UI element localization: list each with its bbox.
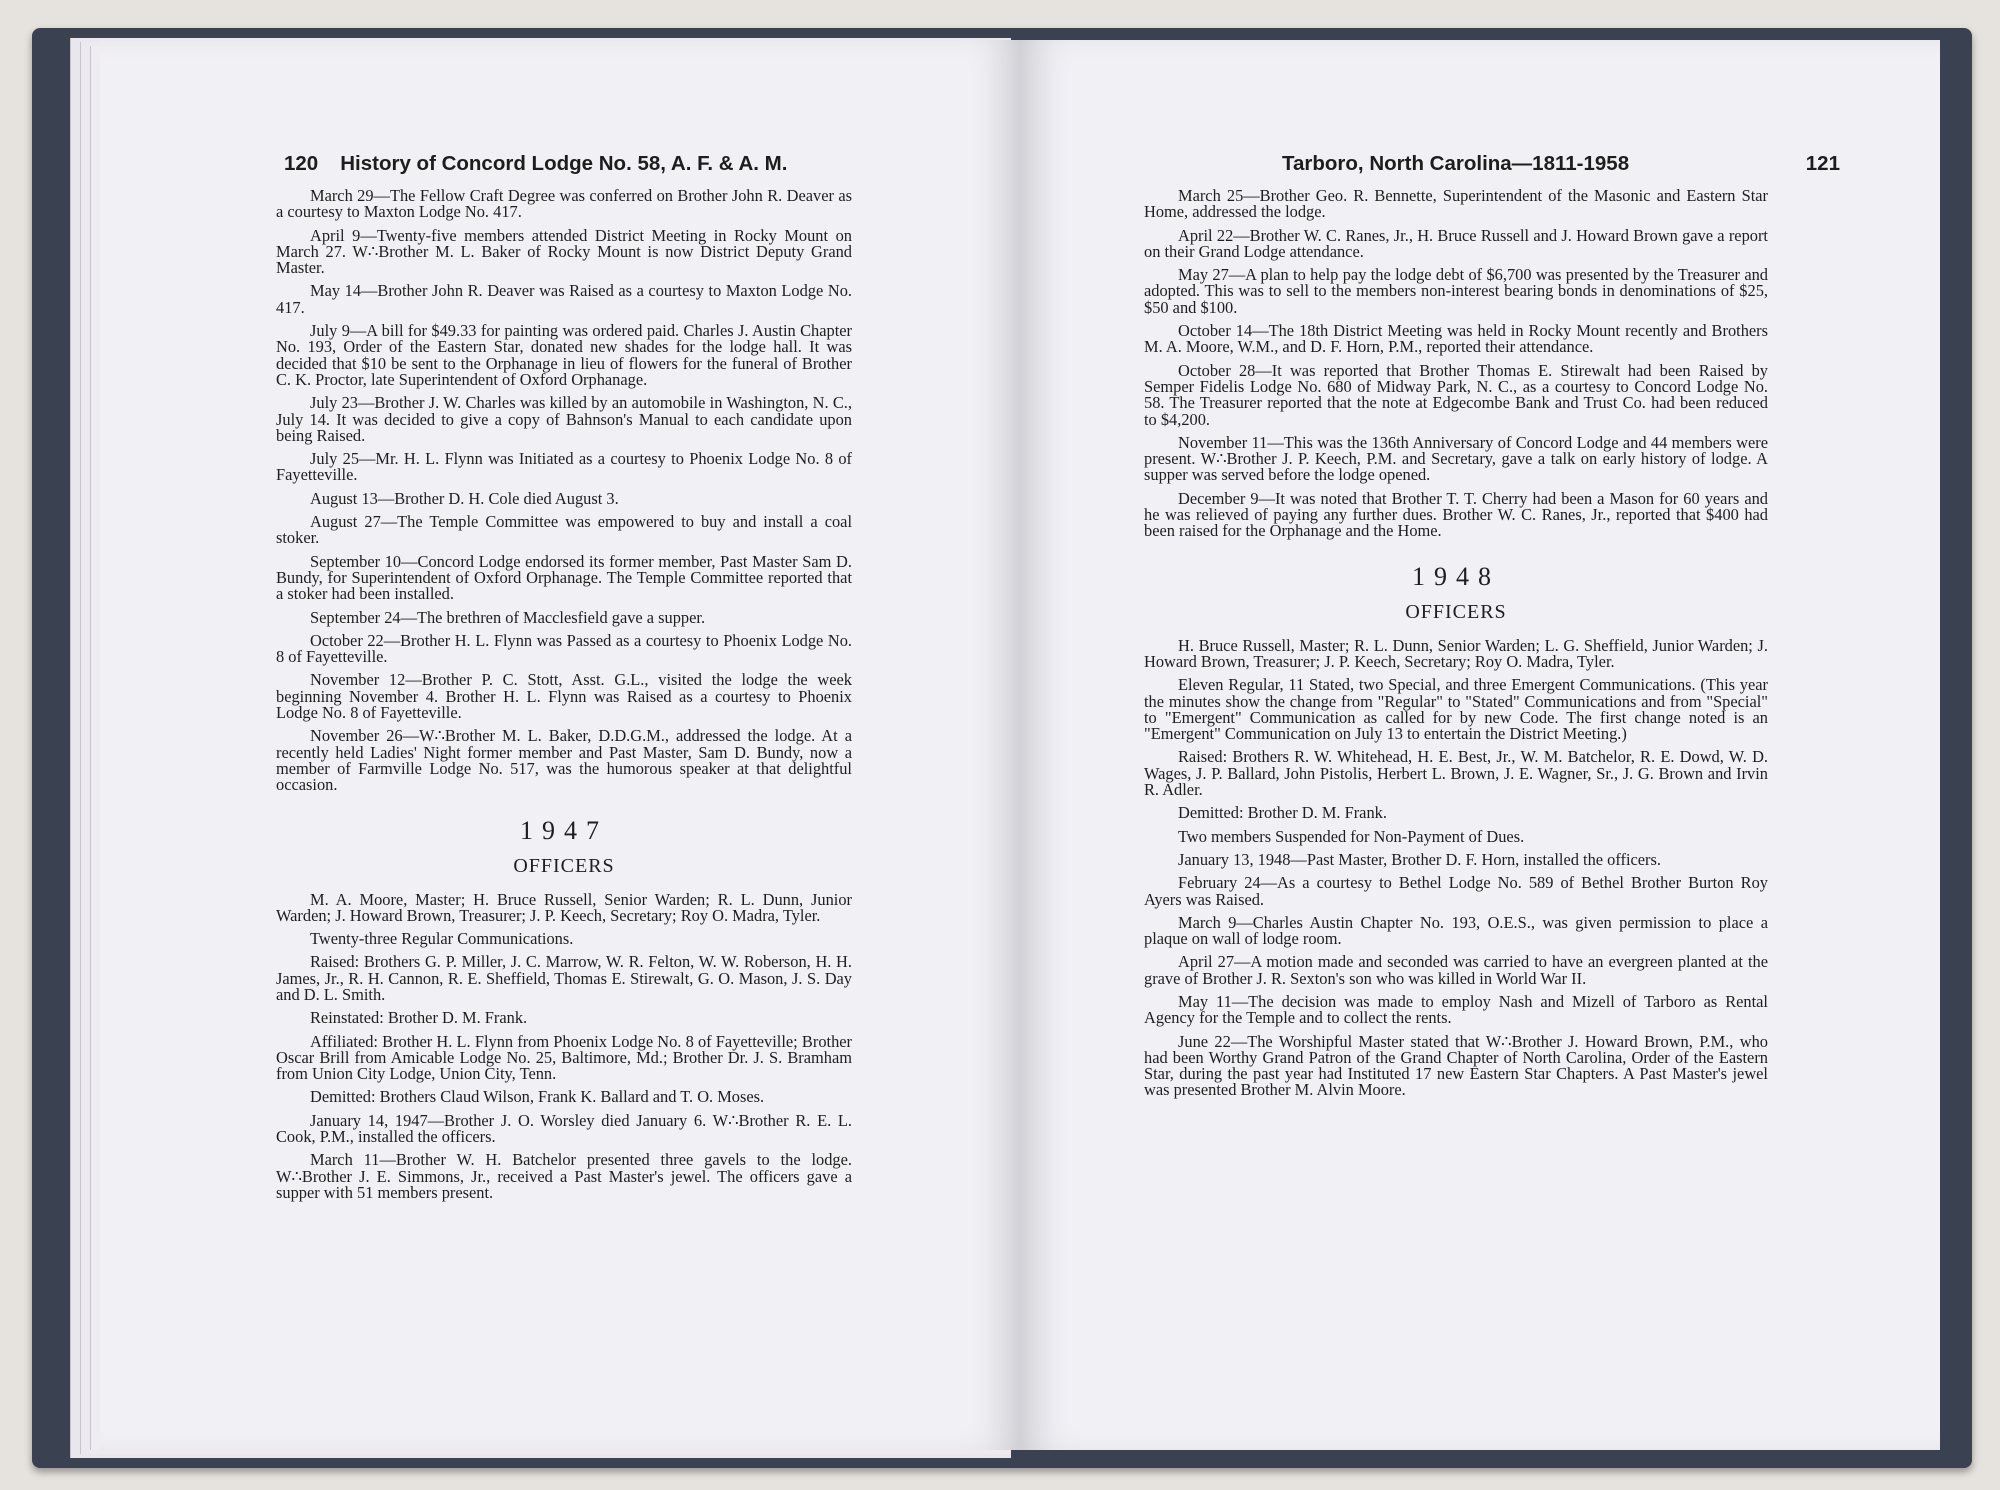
paragraph: July 25—Mr. H. L. Flynn was Initiated as a courtesy to Phoenix Lodge No. 8 of Fayetteville. [276, 449, 852, 485]
paragraph: April 27—A motion made and seconded was carried to have an evergreen planted at the grave of Brother J. R. Sexton's son who was killed in World War II. [1144, 952, 1768, 988]
year-heading: 1948 [1412, 561, 1500, 591]
officers-heading: OFFICERS [1405, 600, 1507, 623]
paragraph: Raised: Brothers R. W. Whitehead, H. E. Best, Jr., W. M. Batchelor, R. E. Dowd, W. D. Wages, J. P. Ballard, John Pistolis, Herbert L. Brown, J. E. Wagner, Sr., J. G. Brown and Irvin R. Adler. [1144, 747, 1768, 800]
paragraph: July 23—Brother J. W. Charles was killed by an automobile in Washington, N. C., July 14. It was decided to give a copy of Bahnson's Manual to each candidate upon being Raised. [276, 393, 852, 445]
paragraph: Eleven Regular, 11 Stated, two Special, and three Emergent Communications. (This year the minutes show the change from "Regular" to "Stated" Communications and from "Special" to "Emergent" Communication as called for by new Code. The first change noted is an "Emergent" Communication on July 13 to entertain the District Meeting.) [1144, 675, 1768, 744]
paragraph: September 24—The brethren of Macclesfield gave a supper. [310, 607, 706, 627]
paragraph: Demitted: Brother D. M. Frank. [1178, 803, 1387, 823]
paragraph: January 14, 1947—Brother J. O. Worsley died January 6. W∴Brother R. E. L. Cook, P.M., installed the officers. [276, 1110, 852, 1147]
paragraph: May 11—The decision was made to employ Nash and Mizell of Tarboro as Rental Agency for the Temple and to collect the rents. [1144, 991, 1768, 1028]
paragraph: Demitted: Brothers Claud Wilson, Frank K. Ballard and T. O. Moses. [310, 1087, 765, 1107]
paragraph: November 26—W∴Brother M. L. Baker, D.D.G.M., addressed the lodge. At a recently held Ladies' Night former member and Past Master, Sam D. Bundy, now a member of Farmville Lodge No. 517, was the humorous speaker at that delightful occasion. [276, 726, 852, 795]
paragraph: October 22—Brother H. L. Flynn was Passed as a courtesy to Phoenix Lodge No. 8 of Fayetteville. [276, 630, 852, 667]
header-title: Tarboro, North Carolina—1811-1958 [1282, 152, 1630, 175]
paragraph: July 9—A bill for $49.33 for painting was ordered paid. Charles J. Austin Chapter No. 193, Order of the Eastern Star, donated new shades for the lodge hall. It was decided that $10 be sent to the Orphanage in lieu of flowers for the funeral of Brother C. K. Proctor, late Superintendent of Oxford Orphanage. [276, 321, 852, 389]
paragraph: Two members Suspended for Non-Payment of Dues. [1178, 826, 1525, 846]
paragraph: November 12—Brother P. C. Stott, Asst. G.L., visited the lodge the week beginning November 4. Brother H. L. Flynn was Raised as a courtesy to Phoenix Lodge No. 8 of Fayetteville. [276, 670, 852, 723]
paragraph: January 13, 1948—Past Master, Brother D. F. Horn, installed the officers. [1178, 849, 1661, 869]
paragraph: Affiliated: Brother H. L. Flynn from Phoenix Lodge No. 8 of Fayetteville; Brother Oscar Brill from Amicable Lodge No. 25, Baltimore, Md.; Brother Dr. J. S. Bramham from Union City Lodge, Union City, Tenn. [276, 1031, 852, 1084]
paragraph: November 11—This was the 136th Anniversary of Concord Lodge and 44 members were present. W∴Brother J. P. Keech, P.M. and Secretary, gave a talk on early history of lodge. A supper was served before the lodge opened. [1144, 432, 1768, 485]
paragraph: August 13—Brother D. H. Cole died August 3. [310, 488, 619, 508]
paragraph: June 22—The Worshipful Master stated that W∴Brother J. Howard Brown, P.M., who had been Worthy Grand Patron of the Grand Chapter of North Carolina, Order of the Eastern Star, during the past year had Instituted 17 new Eastern Star Chapters. A Past Master's jewel was presented Brother M. Alvin Moore. [1144, 1031, 1768, 1100]
text-column [1144, 188, 1768, 1106]
paragraph: April 9—Twenty-five members attended District Meeting in Rocky Mount on March 27. W∴Brother M. L. Baker of Rocky Mount is now District Deputy Grand Master. [276, 225, 852, 278]
officers-heading: OFFICERS [513, 854, 615, 877]
paragraph: September 10—Concord Lodge endorsed its former member, Past Master Sam D. Bundy, for Superintendent of Oxford Orphanage. The Temple Committee reported that a stoker had been installed. [276, 551, 852, 604]
paragraph: February 24—As a courtesy to Bethel Lodge No. 589 of Bethel Brother Burton Roy Ayers was Raised. [1144, 873, 1768, 909]
right-page [1020, 40, 1940, 1450]
paragraph: April 22—Brother W. C. Ranes, Jr., H. Bruce Russell and J. Howard Brown gave a report on their Grand Lodge attendance. [1144, 225, 1768, 261]
paragraph: March 9—Charles Austin Chapter No. 193, O.E.S., was given permission to place a plaque on wall of lodge room. [1144, 912, 1768, 949]
paragraph: October 28—It was reported that Brother Thomas E. Stirewalt had been Raised by Semper Fidelis Lodge No. 680 of Midway Park, N. C., as a courtesy to Concord Lodge No. 58. The Treasurer reported that the note at Edgecombe Bank and Trust Co. had been reduced to $4,200. [1144, 360, 1768, 429]
paragraph: Reinstated: Brother D. M. Frank. [310, 1008, 528, 1028]
paragraph: Twenty-three Regular Communications. [310, 929, 574, 949]
paragraph: March 25—Brother Geo. R. Bennette, Superintendent of the Masonic and Eastern Star Home, addressed the lodge. [1144, 186, 1768, 222]
running-header [1282, 152, 1840, 176]
paragraph: March 11—Brother W. H. Batchelor presented three gavels to the lodge. W∴Brother J. E. Simmons, Jr., received a Past Master's jewel. The officers gave a supper with 51 members present. [276, 1150, 852, 1202]
text-column [276, 188, 852, 1208]
header-title: History of Concord Lodge No. 58, A. F. & A. M. [340, 152, 788, 175]
paragraph: May 14—Brother John R. Deaver was Raised as a courtesy to Maxton Lodge No. 417. [276, 281, 852, 317]
page-number: 121 [1805, 152, 1840, 175]
paragraph: March 29—The Fellow Craft Degree was conferred on Brother John R. Deaver as a courtesy to Maxton Lodge No. 417. [276, 186, 852, 222]
paragraph: May 27—A plan to help pay the lodge debt of $6,700 was presented by the Treasurer and adopted. This was to sell to the members non-interest bearing bonds in denominations of $25, $50 and $100. [1144, 265, 1768, 317]
paragraph: Raised: Brothers G. P. Miller, J. C. Marrow, W. R. Felton, W. W. Roberson, H. H. James, Jr., R. H. Cannon, R. E. Sheffield, Thomas E. Stirewalt, G. O. Mason, J. S. Day and D. L. Smith. [276, 952, 852, 1004]
paragraph: October 14—The 18th District Meeting was held in Rocky Mount recently and Brothers M. A. Moore, W.M., and D. F. Horn, P.M., reported their attendance. [1144, 321, 1768, 357]
year-heading: 1947 [520, 815, 608, 845]
paragraph: M. A. Moore, Master; H. Bruce Russell, Senior Warden; R. L. Dunn, Junior Warden; J. Howard Brown, Treasurer; J. P. Keech, Secretary; Roy O. Madra, Tyler. [276, 889, 852, 925]
paragraph: H. Bruce Russell, Master; R. L. Dunn, Senior Warden; L. G. Sheffield, Junior Warden; J. Howard Brown, Treasurer; J. P. Keech, Secretary; Roy O. Madra, Tyler. [1144, 635, 1768, 671]
running-header [284, 152, 864, 176]
page-number: 120 [284, 152, 319, 175]
paragraph: August 27—The Temple Committee was empowered to buy and install a coal stoker. [276, 512, 852, 548]
left-page [100, 40, 1020, 1450]
paragraph: December 9—It was noted that Brother T. T. Cherry had been a Mason for 60 years and he was relieved of paying any further dues. Brother W. C. Ranes, Jr., reported that $400 had been raised for the Orphanage and the Home. [1144, 488, 1768, 541]
